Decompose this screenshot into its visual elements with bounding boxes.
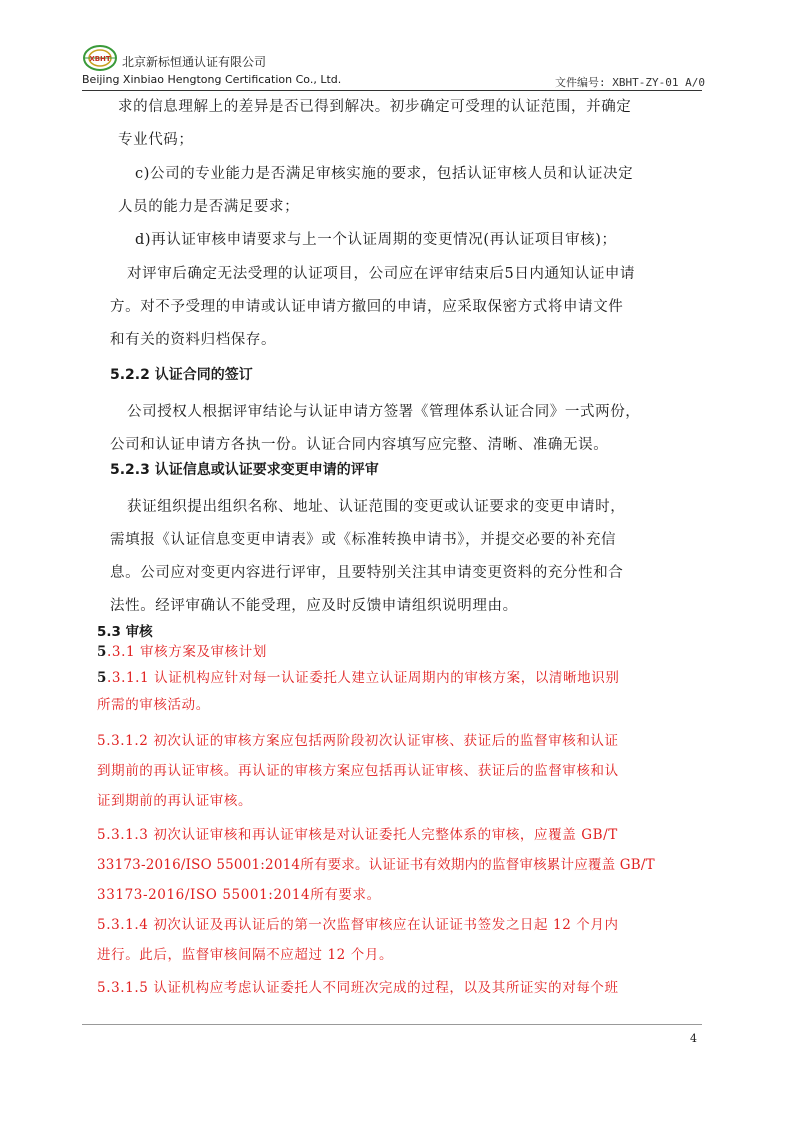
body-line: d)再认证审核申请要求与上一个认证周期的变更情况(再认证项目审核)； <box>135 232 617 248</box>
body-line: 获证组织提出组织名称、地址、认证范围的变更或认证要求的变更申请时， <box>127 499 626 515</box>
body-line: 公司授权人根据评审结论与认证申请方签署《管理体系认证合同》一式两份， <box>127 404 641 420</box>
body-line: 和有关的资料归档保存。 <box>110 332 277 348</box>
page-number: 4 <box>690 1032 697 1045</box>
heading-number: 5 <box>97 644 107 660</box>
body-line: 方。对不予受理的申请或认证申请方撤回的申请，应采取保密方式将申请文件 <box>110 299 624 315</box>
body-line: 求的信息理解上的差异是否已得到解决。初步确定可受理的认证范围，并确定 <box>118 99 632 115</box>
clause-line: 进行。此后，监督审核间隔不应超过 12 个月。 <box>97 947 394 963</box>
clause-line: 证到期前的再认证审核。 <box>97 793 253 809</box>
clause-line <box>97 666 619 686</box>
body-line: 专业代码； <box>118 132 194 148</box>
company-name-en: Beijing Xinbiao Hengtong Certification Co., Ltd. <box>82 73 342 86</box>
company-logo <box>82 44 118 72</box>
clause-line: 5.3.1.2 初次认证的审核方案应包括两阶段初次认证审核、获证后的监督审核和认证 <box>97 733 619 749</box>
body-line: 公司和认证申请方各执一份。认证合同内容填写应完整、清晰、准确无误。 <box>110 437 609 453</box>
clause-line: 所需的审核活动。 <box>97 697 210 713</box>
footer-rule <box>82 1024 702 1025</box>
section-heading-5-2-3: 5.2.3 认证信息或认证要求变更申请的评审 <box>110 462 379 478</box>
section-heading-5-3-1 <box>97 640 267 660</box>
body-line: 对评审后确定无法受理的认证项目，公司应在评审结束后5日内通知认证申请 <box>127 266 636 282</box>
clause-text: .3.1.1 认证机构应针对每一认证委托人建立认证周期内的审核方案，以清晰地识别 <box>107 670 620 686</box>
logo-text: XBHT <box>89 55 111 63</box>
body-line: 人员的能力是否满足要求； <box>118 199 300 215</box>
clause-line: 33173-2016/ISO 55001:2014所有要求。认证证书有效期内的监督审核累计应覆盖 GB/T <box>97 857 655 873</box>
section-heading-5-3: 5.3 审核 <box>97 624 153 640</box>
document-number: 文件编号: XBHT-ZY-01 A/0 <box>555 76 705 89</box>
clause-line: 33173-2016/ISO 55001:2014所有要求。 <box>97 887 381 903</box>
company-name-cn: 北京新标恒通认证有限公司 <box>122 55 267 69</box>
body-line: c)公司的专业能力是否满足审核实施的要求，包括认证审核人员和认证决定 <box>135 166 634 182</box>
clause-line: 5.3.1.5 认证机构应考虑认证委托人不同班次完成的过程，以及其所证实的对每个班 <box>97 980 619 996</box>
clause-number: 5 <box>97 670 107 686</box>
clause-line: 5.3.1.3 初次认证审核和再认证审核是对认证委托人完整体系的审核，应覆盖 GB/T <box>97 827 618 843</box>
heading-text: .3.1 审核方案及审核计划 <box>107 644 267 660</box>
body-line: 法性。经评审确认不能受理，应及时反馈申请组织说明理由。 <box>110 598 518 614</box>
header-rule <box>82 90 702 91</box>
clause-line: 5.3.1.4 初次认证及再认证后的第一次监督审核应在认证证书签发之日起 12 个月内 <box>97 917 619 933</box>
clause-line: 到期前的再认证审核。再认证的审核方案应包括再认证审核、获证后的监督审核和认 <box>97 763 619 779</box>
section-heading-5-2-2: 5.2.2 认证合同的签订 <box>110 367 253 383</box>
body-line: 需填报《认证信息变更申请表》或《标准转换申请书》，并提交必要的补充信 <box>110 532 617 548</box>
body-line: 息。公司应对变更内容进行评审，且要特别关注其申请变更资料的充分性和合 <box>110 565 624 581</box>
